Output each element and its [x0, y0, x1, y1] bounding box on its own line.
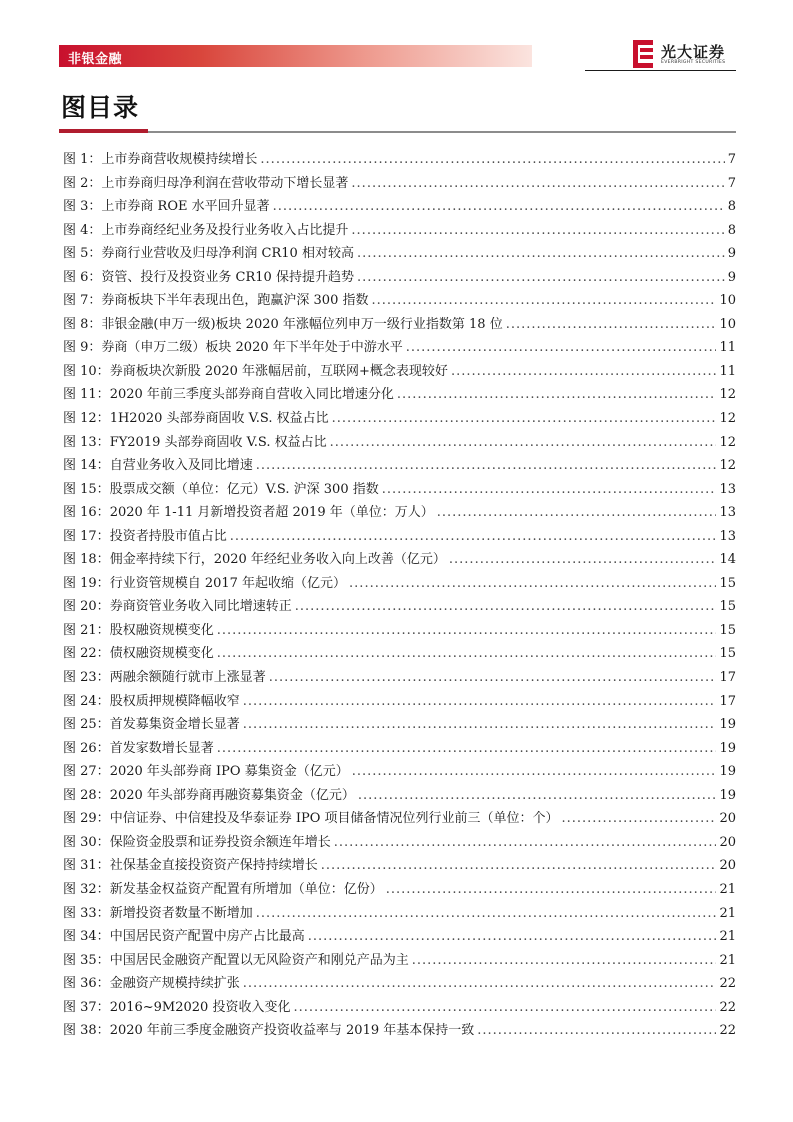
- page-number: 12: [719, 434, 736, 450]
- toc-entry[interactable]: [63, 737, 736, 761]
- toc-entry[interactable]: [63, 383, 736, 407]
- page-number: 13: [719, 528, 736, 544]
- dot-leader: [451, 360, 717, 384]
- toc-entry[interactable]: [63, 407, 736, 431]
- toc-entry[interactable]: [63, 336, 736, 360]
- toc-entry[interactable]: [63, 784, 736, 808]
- title-rule: [148, 131, 736, 133]
- page-title: 图目录: [61, 93, 140, 122]
- section-tag-label: 非银金融: [68, 52, 123, 67]
- toc-entry[interactable]: [63, 831, 736, 855]
- toc-entry[interactable]: [63, 431, 736, 455]
- dot-leader: [357, 266, 725, 290]
- dot-leader: [382, 478, 717, 502]
- figure-title[interactable]: 券商板块下半年表现出色，跑赢沪深 300 指数: [101, 293, 369, 309]
- figure-list: [63, 148, 736, 1043]
- page-number: 22: [719, 999, 736, 1015]
- figure-title[interactable]: 资管、投行及投资业务 CR10 保持提升趋势: [101, 269, 354, 285]
- figure-number: 图 18：: [63, 552, 110, 568]
- toc-entry[interactable]: [63, 666, 736, 690]
- dot-leader: [449, 548, 717, 572]
- figure-title[interactable]: 首发募集资金增长显著: [109, 717, 240, 733]
- page-number: 10: [719, 293, 736, 309]
- page-number: 9: [727, 246, 736, 262]
- toc-entry[interactable]: [63, 172, 736, 196]
- dot-leader: [256, 454, 717, 478]
- figure-title[interactable]: 1H2020 头部券商固收 V.S. 权益占比: [109, 411, 329, 427]
- toc-entry[interactable]: [63, 642, 736, 666]
- page-number: 22: [719, 976, 736, 992]
- dot-leader: [273, 195, 725, 219]
- dot-leader: [358, 784, 717, 808]
- toc-entry[interactable]: [63, 713, 736, 737]
- figure-number: 图 14：: [63, 458, 110, 474]
- dot-leader: [243, 972, 717, 996]
- section-tag: [59, 45, 532, 67]
- dot-leader: [269, 666, 717, 690]
- dot-leader: [349, 572, 716, 596]
- figure-title[interactable]: 两融余额随行就市上涨显著: [109, 670, 266, 686]
- figure-title[interactable]: 2020 年头部券商 IPO 募集资金（亿元）: [109, 764, 349, 780]
- figure-title[interactable]: 券商资管业务收入同比增速转正: [109, 599, 292, 615]
- figure-number: 图 31：: [63, 858, 110, 874]
- dot-leader: [330, 431, 717, 455]
- figure-title[interactable]: 股权融资规模变化: [109, 622, 214, 638]
- page-number: 9: [727, 269, 736, 285]
- toc-entry[interactable]: [63, 501, 736, 525]
- figure-number: 图 26：: [63, 740, 110, 756]
- figure-title[interactable]: 行业资管规模自 2017 年起收缩（亿元）: [109, 575, 347, 591]
- toc-entry[interactable]: [63, 525, 736, 549]
- dot-leader: [412, 949, 717, 973]
- figure-number: 图 30：: [63, 834, 110, 850]
- figure-title[interactable]: 金融资产规模持续扩张: [109, 976, 240, 992]
- page-number: 21: [719, 905, 736, 921]
- toc-entry[interactable]: [63, 195, 736, 219]
- page-number: 13: [719, 505, 736, 521]
- figure-title[interactable]: 新增投资者数量不断增加: [109, 905, 253, 921]
- page-number: 12: [719, 411, 736, 427]
- toc-entry[interactable]: [63, 690, 736, 714]
- toc-entry[interactable]: [63, 1019, 736, 1043]
- dot-leader: [217, 642, 717, 666]
- toc-entry[interactable]: [63, 996, 736, 1020]
- toc-entry[interactable]: [63, 313, 736, 337]
- everbright-logo-icon: [633, 40, 655, 68]
- dot-leader: [243, 690, 717, 714]
- figure-title[interactable]: 中信证券、中信建投及华泰证券 IPO 项目储备情况位列行业前三（单位：个）: [109, 811, 559, 827]
- figure-title[interactable]: 2020 年头部券商再融资募集资金（亿元）: [109, 787, 355, 803]
- toc-entry[interactable]: [63, 454, 736, 478]
- toc-entry[interactable]: [63, 807, 736, 831]
- toc-entry[interactable]: [63, 478, 736, 502]
- dot-leader: [351, 219, 724, 243]
- page-number: 22: [719, 1023, 736, 1039]
- figure-number: 图 28：: [63, 787, 110, 803]
- dot-leader: [397, 383, 717, 407]
- figure-title[interactable]: 上市券商 ROE 水平回升显著: [101, 199, 270, 215]
- toc-entry[interactable]: [63, 148, 736, 172]
- page-number: 15: [719, 622, 736, 638]
- figure-number: 图 15：: [63, 481, 110, 497]
- figure-number: 图 17：: [63, 528, 110, 544]
- figure-number: 图 3：: [63, 199, 102, 215]
- figure-title[interactable]: 券商行业营收及归母净利润 CR10 相对较高: [101, 246, 354, 262]
- logo-english-name: EVERBRIGHT SECURITIES: [661, 60, 726, 65]
- toc-entry[interactable]: [63, 242, 736, 266]
- dot-leader: [562, 807, 717, 831]
- toc-entry[interactable]: [63, 595, 736, 619]
- figure-number: 图 2：: [63, 175, 102, 191]
- dot-leader: [371, 289, 716, 313]
- page-number: 21: [719, 929, 736, 945]
- figure-title[interactable]: 2020 年 1-11 月新增投资者超 2019 年（单位：万人）: [109, 505, 434, 521]
- figure-number: 图 34：: [63, 929, 110, 945]
- dot-leader: [334, 831, 717, 855]
- figure-title[interactable]: 非银金融(申万一级)板块 2020 年涨幅位列申万一级行业指数第 18 位: [101, 316, 503, 332]
- dot-leader: [357, 242, 725, 266]
- figure-number: 图 32：: [63, 881, 110, 897]
- figure-title[interactable]: 上市券商经纪业务及投行业务收入占比提升: [101, 222, 349, 238]
- page-number: 20: [719, 811, 736, 827]
- figure-number: 图 33：: [63, 905, 110, 921]
- figure-number: 图 22：: [63, 646, 110, 662]
- figure-title[interactable]: 上市券商营收规模持续增长: [101, 152, 258, 167]
- page-number: 7: [727, 175, 736, 191]
- toc-entry[interactable]: [63, 972, 736, 996]
- page-number: 13: [719, 481, 736, 497]
- page-number: 12: [719, 387, 736, 403]
- toc-entry[interactable]: [63, 548, 736, 572]
- figure-title[interactable]: 2020 年前三季度头部券商自营收入同比增速分化: [109, 387, 394, 403]
- dot-leader: [437, 501, 717, 525]
- dot-leader: [477, 1019, 716, 1043]
- dot-leader: [217, 619, 717, 643]
- page-number: 8: [727, 222, 736, 238]
- figure-title[interactable]: 券商（申万二级）板块 2020 年下半年处于中游水平: [101, 340, 403, 356]
- page-number: 7: [727, 152, 736, 167]
- page-number: 8: [727, 199, 736, 215]
- page-number: 12: [719, 458, 736, 474]
- figure-number: 图 8：: [63, 316, 102, 332]
- figure-number: 图 7：: [63, 293, 102, 309]
- toc-entry[interactable]: [63, 949, 736, 973]
- toc-entry[interactable]: [63, 925, 736, 949]
- dot-leader: [243, 713, 717, 737]
- toc-entry[interactable]: [63, 902, 736, 926]
- title-accent-bar: [59, 129, 148, 133]
- page-number: 19: [719, 717, 736, 733]
- page-number: 19: [719, 787, 736, 803]
- dot-leader: [506, 313, 717, 337]
- figure-title[interactable]: 股权质押规模降幅收窄: [109, 693, 240, 709]
- page-number: 15: [719, 575, 736, 591]
- figure-number: 图 12：: [63, 411, 110, 427]
- page-number: 20: [719, 858, 736, 874]
- figure-title[interactable]: 佣金率持续下行，2020 年经纪业务收入向上改善（亿元）: [109, 552, 446, 568]
- figure-number: 图 36：: [63, 976, 110, 992]
- figure-title[interactable]: 2020 年前三季度金融资产投资收益率与 2019 年基本保持一致: [109, 1023, 475, 1039]
- dot-leader: [256, 902, 717, 926]
- figure-number: 图 20：: [63, 599, 110, 615]
- figure-number: 图 13：: [63, 434, 110, 450]
- dot-leader: [406, 336, 717, 360]
- page-number: 15: [719, 599, 736, 615]
- dot-leader: [386, 878, 717, 902]
- toc-entry[interactable]: [63, 854, 736, 878]
- toc-entry[interactable]: [63, 266, 736, 290]
- figure-title[interactable]: 自营业务收入及同比增速: [109, 458, 253, 474]
- figure-number: 图 21：: [63, 622, 110, 638]
- figure-number: 图 27：: [63, 764, 110, 780]
- figure-title[interactable]: FY2019 头部券商固收 V.S. 权益占比: [109, 434, 327, 450]
- figure-number: 图 1：: [63, 152, 102, 167]
- page-number: 15: [719, 646, 736, 662]
- toc-entry[interactable]: [63, 360, 736, 384]
- dot-leader: [352, 760, 717, 784]
- figure-title[interactable]: 上市券商归母净利润在营收带动下增长显著: [101, 175, 349, 191]
- figure-title[interactable]: 股票成交额（单位：亿元）V.S. 沪深 300 指数: [109, 481, 379, 497]
- dot-leader: [351, 172, 724, 196]
- toc-entry[interactable]: [63, 878, 736, 902]
- dot-leader: [293, 996, 716, 1020]
- toc-entry[interactable]: [63, 760, 736, 784]
- figure-title[interactable]: 社保基金直接投资资产保持持续增长: [109, 858, 318, 874]
- page-number: 14: [719, 552, 736, 568]
- figure-number: 图 24：: [63, 693, 110, 709]
- toc-entry[interactable]: [63, 572, 736, 596]
- figure-number: 图 38：: [63, 1023, 110, 1039]
- figure-title[interactable]: 新发基金权益资产配置有所增加（单位：亿份）: [109, 881, 383, 897]
- dot-leader: [260, 148, 724, 172]
- figure-title[interactable]: 投资者持股市值占比: [109, 528, 227, 544]
- figure-title[interactable]: 债权融资规模变化: [109, 646, 214, 662]
- figure-title[interactable]: 保险资金股票和证券投资余额连年增长: [109, 834, 331, 850]
- figure-title[interactable]: 中国居民金融资产配置以无风险资产和刚兑产品为主: [109, 952, 409, 968]
- figure-number: 图 4：: [63, 222, 102, 238]
- toc-entry[interactable]: [63, 289, 736, 313]
- page-number: 21: [719, 881, 736, 897]
- page-number: 10: [719, 316, 736, 332]
- figure-number: 图 10：: [63, 363, 110, 379]
- figure-title[interactable]: 首发家数增长显著: [109, 740, 214, 756]
- dot-leader: [308, 925, 717, 949]
- page-number: 19: [719, 764, 736, 780]
- dot-leader: [217, 737, 717, 761]
- figure-number: 图 29：: [63, 811, 110, 827]
- figure-number: 图 16：: [63, 505, 110, 521]
- dot-leader: [230, 525, 717, 549]
- figure-title[interactable]: 中国居民资产配置中房产占比最高: [109, 929, 305, 945]
- page-number: 19: [719, 740, 736, 756]
- dot-leader: [295, 595, 717, 619]
- page-number: 17: [719, 670, 736, 686]
- figure-number: 图 11：: [63, 387, 110, 403]
- figure-number: 图 23：: [63, 670, 110, 686]
- toc-entry[interactable]: [63, 219, 736, 243]
- brand-logo: [633, 40, 743, 68]
- toc-entry[interactable]: [63, 619, 736, 643]
- figure-title[interactable]: 2016~9M2020 投资收入变化: [109, 999, 291, 1015]
- logo-chinese-name: 光大证券: [661, 43, 726, 61]
- figure-number: 图 25：: [63, 717, 110, 733]
- header-rule: [585, 70, 736, 71]
- figure-number: 图 6：: [63, 269, 102, 285]
- figure-number: 图 9：: [63, 340, 102, 356]
- page-number: 11: [719, 363, 736, 379]
- page-number: 21: [719, 952, 736, 968]
- page-number: 11: [719, 340, 736, 356]
- figure-number: 图 35：: [63, 952, 110, 968]
- dot-leader: [321, 854, 717, 878]
- dot-leader: [332, 407, 717, 431]
- figure-number: 图 19：: [63, 575, 110, 591]
- page-number: 17: [719, 693, 736, 709]
- page-number: 20: [719, 834, 736, 850]
- figure-number: 图 5：: [63, 246, 102, 262]
- figure-title[interactable]: 券商板块次新股 2020 年涨幅居前，互联网+概念表现较好: [109, 363, 448, 379]
- figure-number: 图 37：: [63, 999, 110, 1015]
